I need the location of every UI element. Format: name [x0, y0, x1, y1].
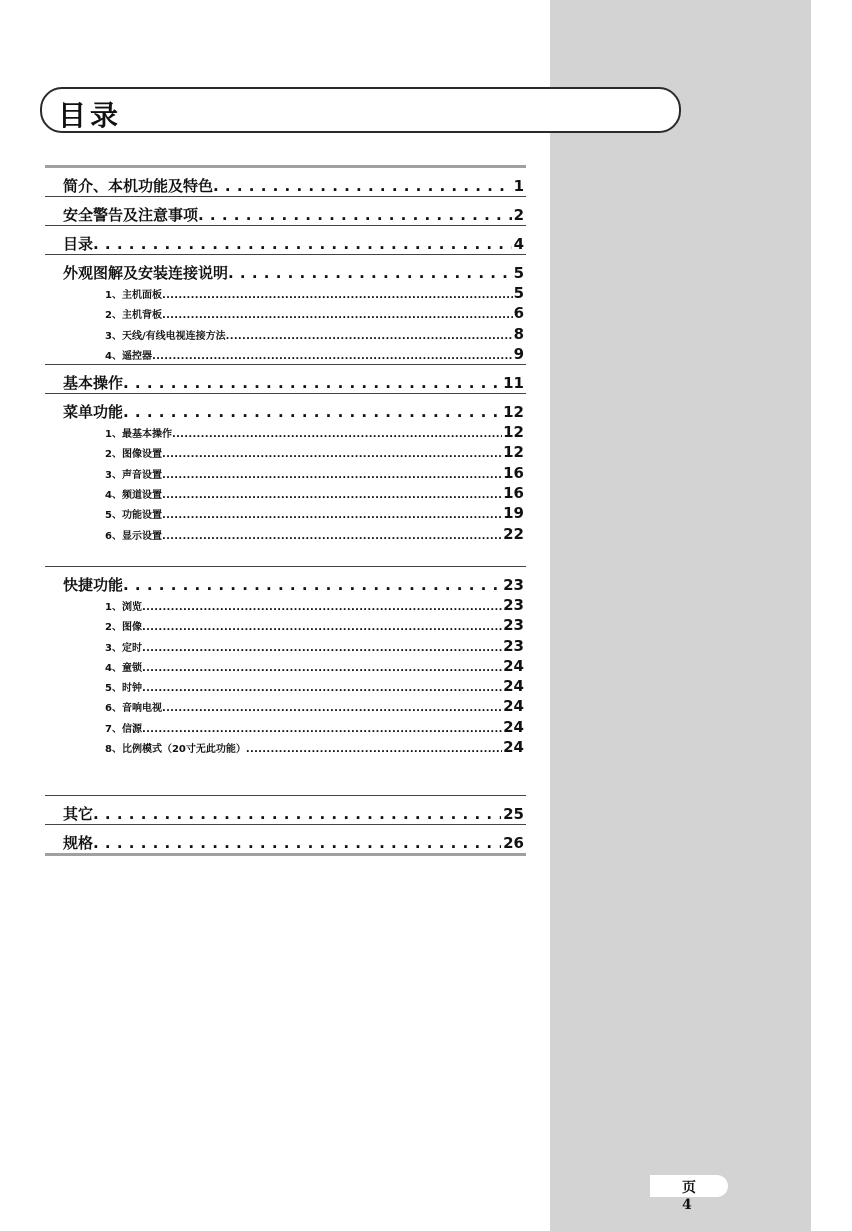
toc-entry-shortcut[interactable] — [45, 567, 526, 595]
leader-dots — [226, 327, 513, 344]
toc-entry-label: 安全警告及注意事项 — [63, 206, 199, 224]
toc-page-number: 9 — [513, 344, 524, 363]
toc-page-number: 6 — [513, 304, 524, 323]
page-number: 页 4 — [682, 1180, 702, 1213]
menu-subentries — [45, 422, 526, 544]
toc-entry-contents[interactable] — [45, 226, 526, 254]
leader-dots — [123, 394, 501, 422]
page-number-tab — [650, 1175, 728, 1213]
toc-entry-label: 目录 — [63, 235, 94, 253]
toc-subentry[interactable] — [45, 283, 526, 303]
toc-entry-label: 其它 — [63, 805, 94, 824]
toc-page-number: 24 — [503, 697, 524, 716]
leader-dots — [142, 618, 502, 635]
toc-page-number: 24 — [503, 677, 524, 696]
toc-page-number: 26 — [503, 834, 524, 853]
toc-page-number: 24 — [503, 738, 524, 757]
toc-subentry-label: 5、功能设置 — [105, 510, 162, 522]
toc-subentry[interactable] — [45, 463, 526, 483]
leader-dots — [123, 365, 501, 393]
toc-page-number: 19 — [503, 504, 524, 523]
title-frame — [40, 87, 681, 133]
toc-page-number: 5 — [513, 264, 524, 282]
toc-subentry[interactable] — [45, 483, 526, 503]
leader-dots — [93, 796, 501, 824]
divider — [45, 853, 526, 856]
leader-dots — [93, 226, 512, 254]
toc-subentry-label: 2、图像 — [105, 622, 142, 634]
toc-subentry[interactable] — [45, 324, 526, 344]
toc-subentry-label: 3、定时 — [105, 642, 142, 654]
toc-entry-install[interactable] — [45, 255, 526, 283]
toc-subentry-label: 2、主机背板 — [105, 310, 162, 322]
toc-entry-menu[interactable] — [45, 394, 526, 422]
toc-page-number: 25 — [503, 805, 524, 824]
toc-subentry-label: 6、音响电视 — [105, 703, 162, 715]
toc-subentry[interactable] — [45, 737, 526, 757]
toc-subentry[interactable] — [45, 303, 526, 323]
toc-page-number: 16 — [503, 484, 524, 503]
toc-subentry[interactable] — [45, 442, 526, 462]
leader-dots — [162, 506, 502, 523]
toc-page-number: 12 — [503, 423, 524, 442]
leader-dots — [246, 740, 502, 757]
leader-dots — [142, 659, 502, 676]
leader-dots — [198, 197, 512, 225]
leader-dots — [93, 825, 501, 853]
toc-subentry-label: 1、最基本操作 — [105, 429, 172, 441]
toc-entry-label: 简介、本机功能及特色 — [63, 177, 214, 195]
toc-subentry-label: 3、声音设置 — [105, 469, 162, 481]
leader-dots — [162, 286, 513, 303]
toc-entry-label: 基本操作 — [63, 374, 124, 393]
toc-subentry[interactable] — [45, 503, 526, 523]
toc-entry-spec[interactable] — [45, 825, 526, 853]
toc-page-number: 23 — [503, 636, 524, 655]
leader-dots — [162, 306, 513, 323]
leader-dots — [162, 699, 502, 716]
toc-subentry-label: 1、浏览 — [105, 601, 142, 613]
toc-page-number: 23 — [503, 575, 524, 594]
toc-subentry[interactable] — [45, 656, 526, 676]
leader-dots — [213, 168, 512, 196]
toc-entry-other[interactable] — [45, 796, 526, 824]
toc-subentry[interactable] — [45, 524, 526, 544]
leader-dots — [162, 527, 502, 544]
toc-page-number: 12 — [503, 403, 524, 422]
leader-dots — [142, 639, 502, 656]
toc-subentry-label: 4、遥控器 — [105, 350, 152, 362]
toc-subentry[interactable] — [45, 344, 526, 364]
toc-page-number: 16 — [503, 463, 524, 482]
leader-dots — [172, 425, 502, 442]
toc-entry-label: 规格 — [63, 834, 94, 853]
leader-dots — [142, 720, 502, 737]
toc-page-number: 22 — [503, 524, 524, 543]
toc-entry-label: 菜单功能 — [63, 403, 124, 422]
toc-page-number: 2 — [513, 206, 524, 224]
toc-subentry[interactable] — [45, 615, 526, 635]
toc-subentry[interactable] — [45, 717, 526, 737]
toc-page-number: 8 — [513, 324, 524, 343]
leader-dots — [123, 567, 501, 595]
toc-page-number: 12 — [503, 443, 524, 462]
toc-page-number: 11 — [503, 374, 524, 393]
toc-page-number: 23 — [503, 616, 524, 635]
toc-subentry-label: 8、比例模式（20寸无此功能） — [105, 744, 246, 756]
leader-dots — [162, 486, 502, 503]
toc-entry-label: 外观图解及安装连接说明 — [63, 264, 229, 282]
toc-subentry-label: 6、显示设置 — [105, 530, 162, 542]
toc-page-number: 4 — [513, 235, 524, 253]
toc-entry-basic[interactable] — [45, 365, 526, 393]
leader-dots — [162, 466, 502, 483]
toc-page-number: 24 — [503, 717, 524, 736]
toc-page-number: 23 — [503, 595, 524, 614]
gray-sidebar — [550, 0, 811, 1231]
leader-dots — [142, 598, 502, 615]
toc-entry-label: 快捷功能 — [63, 575, 124, 594]
toc-subentry[interactable] — [45, 422, 526, 442]
toc-subentry-label: 7、信源 — [105, 723, 142, 735]
spacer — [45, 544, 526, 566]
toc-subentry-label: 4、童锁 — [105, 662, 142, 674]
toc-subentry[interactable] — [45, 676, 526, 696]
toc-subentry-label: 3、天线/有线电视连接方法 — [105, 330, 226, 342]
table-of-contents — [45, 165, 526, 856]
toc-subentry[interactable] — [45, 636, 526, 656]
toc-page-number: 24 — [503, 656, 524, 675]
toc-subentry[interactable] — [45, 595, 526, 615]
page-title: 目录 — [58, 99, 123, 132]
toc-subentry-label: 1、主机面板 — [105, 290, 162, 301]
leader-dots — [162, 445, 502, 462]
toc-entry-intro[interactable] — [45, 168, 526, 196]
toc-subentry-label: 4、频道设置 — [105, 490, 162, 502]
toc-entry-safety[interactable] — [45, 197, 526, 225]
toc-subentry-label: 2、图像设置 — [105, 449, 162, 461]
toc-subentry-label: 5、时钟 — [105, 683, 142, 695]
leader-dots — [142, 679, 502, 696]
leader-dots — [152, 347, 513, 364]
toc-page-number: 1 — [513, 177, 524, 195]
spacer — [45, 757, 526, 795]
leader-dots — [228, 255, 512, 283]
shortcut-subentries — [45, 595, 526, 757]
toc-page-number: 5 — [513, 284, 524, 302]
install-subentries — [45, 283, 526, 364]
toc-subentry[interactable] — [45, 696, 526, 716]
